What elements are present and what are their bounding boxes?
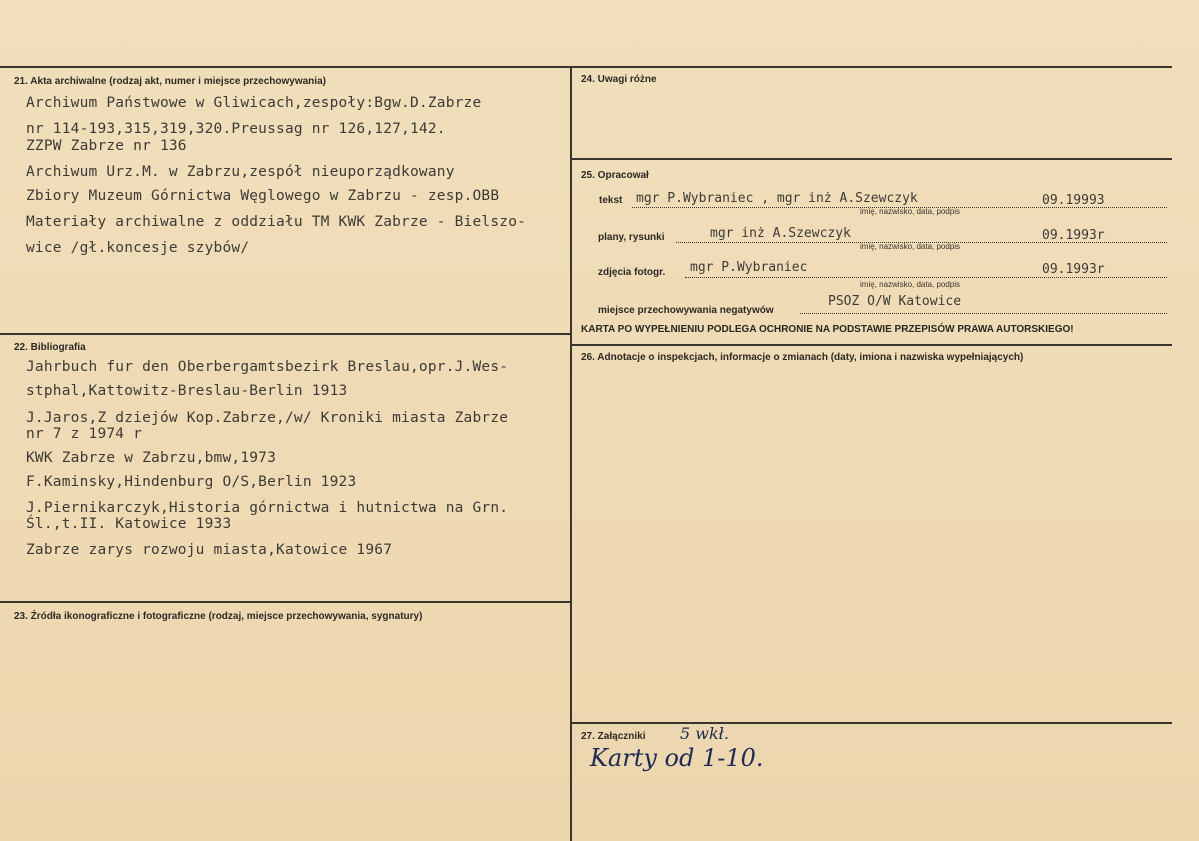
divider-21-22: [0, 333, 570, 335]
tekst-caption: imię, nazwisko, data, podpis: [860, 207, 961, 216]
biblio-line-3: J.Jaros,Z dziejów Kop.Zabrze,/w/ Kroniki miasta Zabrze: [26, 410, 509, 426]
zdjecia-line: [685, 277, 1167, 278]
tekst-value: mgr P.Wybraniec , mgr inż A.Szewczyk: [636, 191, 918, 206]
divider-26-27: [572, 722, 1172, 724]
zdjecia-caption: imię, nazwisko, data, podpis: [860, 280, 961, 289]
plany-caption: imię, nazwisko, data, podpis: [860, 242, 961, 251]
archive-line-7: wice /gł.koncesje szybów/: [26, 240, 250, 256]
archive-line-3: ZZPW Zabrze nr 136: [26, 138, 187, 154]
section-21-label: 21. Akta archiwalne (rodzaj akt, numer i miejsce przechowywania): [14, 76, 326, 87]
center-divider: [570, 66, 572, 841]
archive-line-1: Archiwum Państwowe w Gliwicach,zespoły:Bgw.D.Zabrze: [26, 95, 482, 111]
biblio-line-8: Śl.,t.II. Katowice 1933: [26, 516, 232, 532]
plany-value: mgr inż A.Szewczyk: [710, 226, 851, 241]
plany-label: plany, rysunki: [598, 232, 665, 243]
section-24-label: 24. Uwagi różne: [581, 74, 657, 85]
negatywy-value: PSOZ O/W Katowice: [828, 294, 962, 309]
copyright-warning: KARTA PO WYPEŁNIENIU PODLEGA OCHRONIE NA PODSTAWIE PRZEPISÓW PRAWA AUTORSKIEGO!: [581, 324, 1074, 335]
divider-22-23: [0, 601, 570, 603]
top-rule: [0, 66, 1172, 68]
archive-line-2: nr 114-193,315,319,320.Preussag nr 126,127,142.: [26, 121, 446, 137]
biblio-line-1: Jahrbuch fur den Oberbergamtsbezirk Breslau,opr.J.Wes-: [26, 359, 509, 375]
section-25-label: 25. Opracował: [581, 170, 649, 181]
attachment-count-handwritten: 5 wkł.: [680, 724, 729, 743]
archive-line-6: Materiały archiwalne z oddziału TM KWK Zabrze - Bielszo-: [26, 214, 527, 230]
attachment-pages-handwritten: Karty od 1-10.: [590, 744, 764, 772]
archive-line-5: Zbiory Muzeum Górnictwa Węglowego w Zabrzu - zesp.OBB: [26, 188, 500, 204]
section-22-label: 22. Bibliografia: [14, 342, 86, 353]
archive-line-4: Archiwum Urz.M. w Zabrzu,zespół nieuporządkowany: [26, 164, 455, 180]
zdjecia-value: mgr P.Wybraniec: [690, 260, 808, 275]
tekst-label: tekst: [599, 195, 623, 206]
biblio-line-9: Zabrze zarys rozwoju miasta,Katowice 1967: [26, 542, 393, 558]
section-26-label: 26. Adnotacje o inspekcjach, informacje o zmianach (daty, imiona i nazwiska wypełniających): [581, 352, 1024, 363]
zdjecia-label: zdjęcia fotogr.: [598, 267, 666, 278]
section-23-label: 23. Źródła ikonograficzne i fotograficzne (rodzaj, miejsce przechowywania, sygnatury): [14, 611, 423, 622]
section-27-label: 27. Załączniki: [581, 731, 646, 742]
negatywy-label: miejsce przechowywania negatywów: [598, 305, 774, 316]
biblio-line-6: F.Kaminsky,Hindenburg O/S,Berlin 1923: [26, 474, 357, 490]
zdjecia-date: 09.1993r: [1042, 262, 1105, 277]
biblio-line-4: nr 7 z 1974 r: [26, 426, 143, 442]
divider-24-25: [572, 158, 1172, 160]
tekst-date: 09.19993: [1042, 193, 1105, 208]
biblio-line-2: stphal,Kattowitz-Breslau-Berlin 1913: [26, 383, 348, 399]
negatywy-line: [800, 313, 1167, 314]
plany-date: 09.1993r: [1042, 228, 1105, 243]
biblio-line-5: KWK Zabrze w Zabrzu,bmw,1973: [26, 450, 277, 466]
divider-25-26: [572, 344, 1172, 346]
biblio-line-7: J.Piernikarczyk,Historia górnictwa i hutnictwa na Grn.: [26, 500, 509, 516]
